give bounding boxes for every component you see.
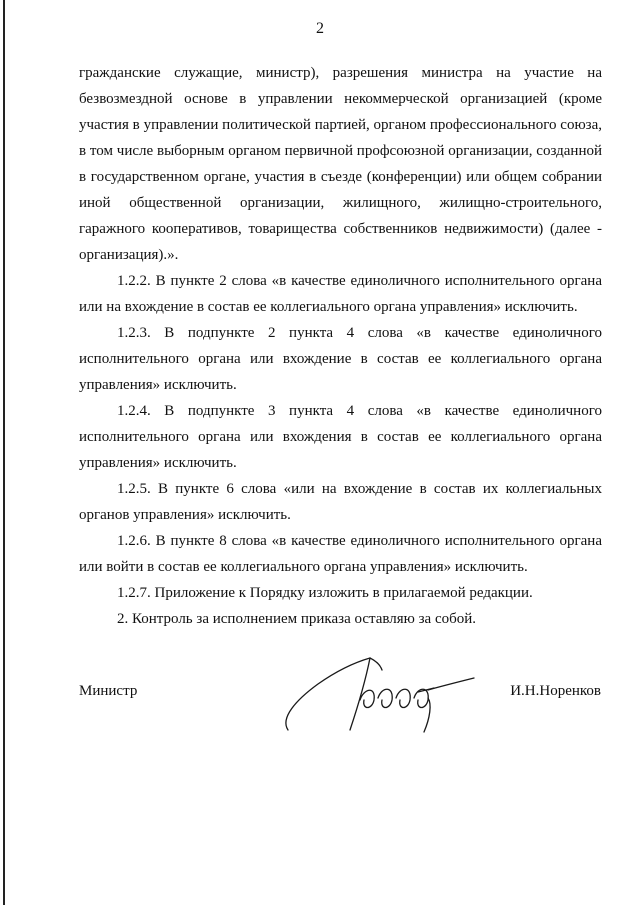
paragraph: 1.2.7. Приложение к Порядку изложить в прилагаемой редакции. — [117, 585, 533, 601]
paragraph: гражданские служащие, министр), разрешения министра на участие на безвозмездной основе в управлении некоммерческой организацией (кроме участия в управлении политической партией, органом профессионального союза, в том числе выборным органом первичной профсоюзной организации, созданной в государственном органе, участия в съезде (конференции) или общем собрании иной общественной организации, жилищного, жилищно-строительного, гаражного кооперативов, товарищества собственников недвижимости) (далее - организация).». — [79, 65, 602, 263]
paragraph: 1.2.2. В пункте 2 слова «в качестве единоличного исполнительного органа или на вхождение в состав ее коллегиального органа управления» исключить. — [79, 273, 602, 315]
page-number: 2 — [316, 20, 324, 37]
signatory-name: И.Н.Норенков — [510, 683, 601, 699]
document-body — [79, 60, 602, 632]
paragraph: 1.2.3. В подпункте 2 пункта 4 слова «в качестве единоличного исполнительного органа или вхождение в состав ее коллегиального органа управления» исключить. — [79, 325, 602, 393]
signatory-position: Министр — [79, 683, 138, 699]
handwritten-signature — [278, 648, 478, 738]
paragraph: 1.2.4. В подпункте 3 пункта 4 слова «в качестве единоличного исполнительного органа или вхождения в состав ее коллегиального органа управления» исключить. — [79, 403, 602, 471]
paragraph: 1.2.5. В пункте 6 слова «или на вхождение в состав их коллегиальных органов управления» исключить. — [79, 481, 602, 523]
paragraph: 1.2.6. В пункте 8 слова «в качестве единоличного исполнительного органа или войти в состав ее коллегиального органа управления» исключить. — [79, 533, 602, 575]
page-edge-rule — [3, 0, 5, 905]
paragraph: 2. Контроль за исполнением приказа оставляю за собой. — [117, 611, 477, 627]
